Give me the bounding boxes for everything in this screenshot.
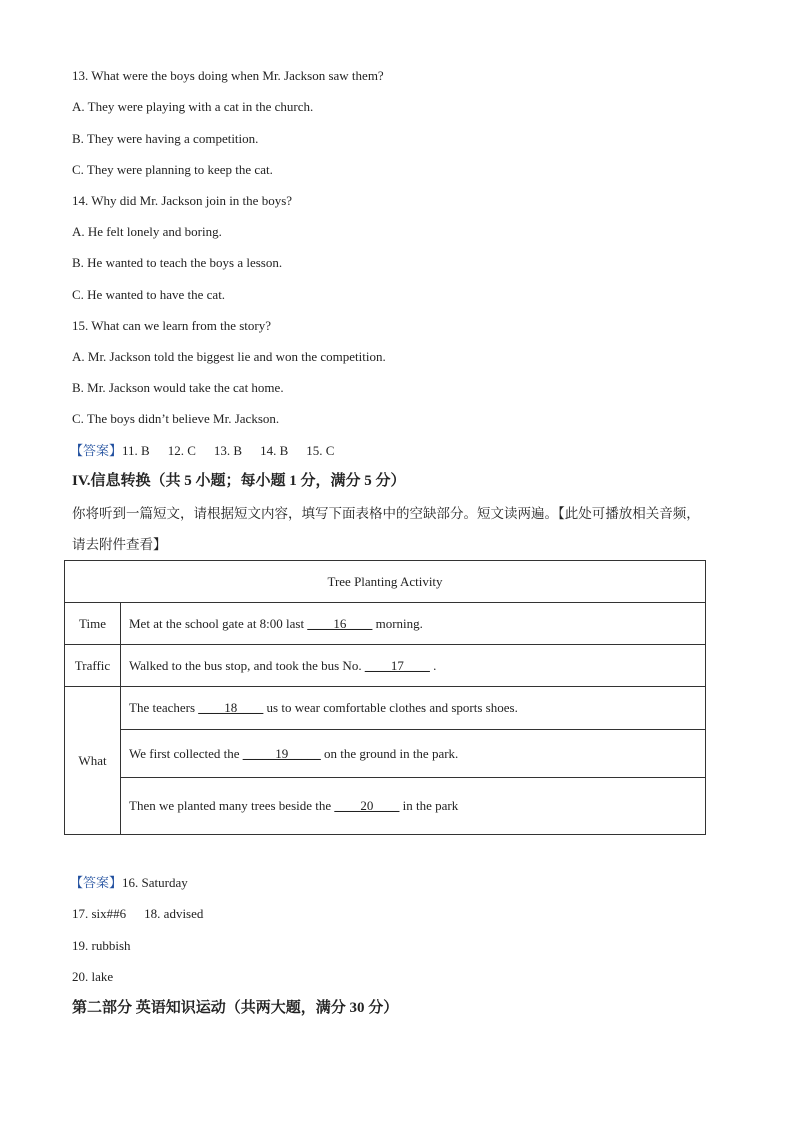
section-heading: IV.信息转换（共 5 小题；每小题 1 分，满分 5 分）	[72, 473, 406, 489]
q15-option-c: C. The boys didn’t believe Mr. Jackson.	[72, 411, 280, 426]
answer-item: 13. B	[213, 443, 243, 458]
row-time-content	[121, 603, 706, 645]
q13-option-b: B. They were having a competition.	[72, 131, 259, 146]
answer-key-19: 19. rubbish	[72, 938, 131, 953]
table-title: Tree Planting Activity	[65, 561, 706, 603]
row-what-1	[121, 687, 706, 730]
q14-option-c: C. He wanted to have the cat.	[72, 287, 226, 302]
part-two-heading: 第二部分 英语知识运动（共两大题，满分 30 分）	[72, 1000, 399, 1016]
cell-text: Then we planted many trees beside the	[129, 798, 335, 813]
answer-item: 16. Saturday	[122, 875, 188, 890]
question-15: 15. What can we learn from the story?	[72, 318, 272, 333]
blank-17: ____17____	[364, 657, 430, 673]
blank-18: ____18____	[198, 700, 264, 715]
row-label-time: Time	[65, 603, 121, 645]
answer-label: 【答案】	[70, 876, 123, 891]
answer-label: 【答案】	[70, 444, 123, 459]
blank-16: ____16____	[307, 615, 373, 631]
section-instruction-cont: 请去附件查看】	[72, 537, 167, 553]
blank-20: ____20____	[334, 798, 400, 813]
answer-key-11-15	[70, 442, 334, 461]
section-instruction: 你将听到一篇短文，请根据短文内容，填写下面表格中的空缺部分。短文读两遍。【此处可播放相关音频，	[72, 506, 700, 522]
q15-option-a: A. Mr. Jackson told the biggest lie and won the competition.	[72, 349, 386, 364]
answer-item: 17. six##6	[72, 906, 127, 921]
cell-text: Walked to the bus stop, and took the bus No.	[129, 657, 365, 673]
row-what-3	[121, 778, 706, 835]
row-label-traffic: Traffic	[65, 645, 121, 687]
cell-text: Met at the school gate at 8:00 last	[129, 615, 308, 631]
q14-option-a: A. He felt lonely and boring.	[72, 224, 222, 239]
answer-key-20: 20. lake	[72, 969, 114, 984]
cell-text: on the ground in the park.	[320, 745, 459, 761]
answer-key-16	[70, 874, 188, 893]
answer-item: 11. B	[122, 443, 150, 458]
q13-option-a: A. They were playing with a cat in the church.	[72, 99, 314, 114]
cell-text: us to wear comfortable clothes and sports shoes.	[263, 700, 518, 715]
answer-item: 15. C	[306, 443, 335, 458]
row-what-2	[121, 730, 706, 778]
tree-planting-table	[64, 560, 706, 835]
answer-item: 18. advised	[144, 906, 204, 921]
question-13: 13. What were the boys doing when Mr. Jackson saw them?	[72, 68, 384, 83]
cell-text: We first collected the	[129, 745, 243, 761]
answer-item: 14. B	[260, 443, 289, 458]
blank-19: _____19_____	[242, 745, 321, 761]
cell-text: in the park	[399, 798, 459, 813]
cell-text: .	[429, 657, 437, 673]
answer-key-17-18	[72, 905, 203, 923]
q13-option-c: C. They were planning to keep the cat.	[72, 162, 273, 177]
cell-text: The teachers	[129, 700, 199, 715]
q15-option-b: B. Mr. Jackson would take the cat home.	[72, 380, 284, 395]
question-14: 14. Why did Mr. Jackson join in the boys?	[72, 193, 293, 208]
answer-item: 12. C	[167, 443, 196, 458]
row-traffic-content	[121, 645, 706, 687]
q14-option-b: B. He wanted to teach the boys a lesson.	[72, 255, 283, 270]
cell-text: morning.	[372, 615, 423, 631]
row-label-what: What	[65, 687, 121, 835]
